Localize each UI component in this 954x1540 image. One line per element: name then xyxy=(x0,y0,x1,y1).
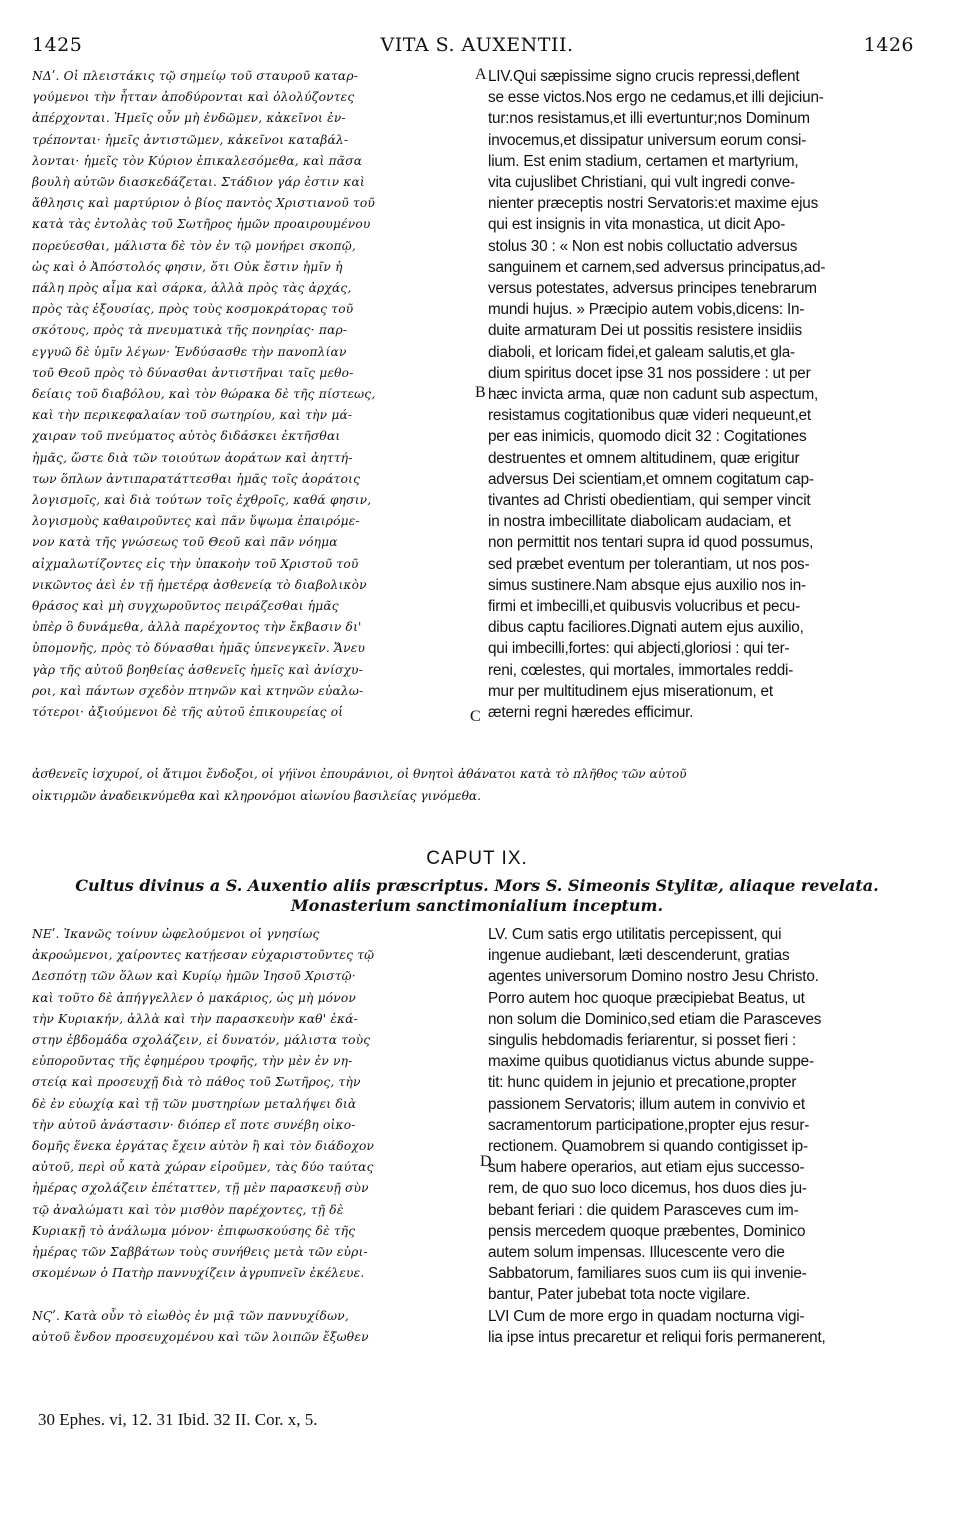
greek-text-line: ροι, καὶ πάντων σχεδὸν πτηνῶν καὶ κτηνῶν εὐαλω- xyxy=(32,683,364,698)
greek-text-line: δομῆς ἕνεκα ἐργάτας ἔχειν αὐτὸν ἢ καὶ τὸν διάδοχον xyxy=(32,1139,375,1154)
greek-text-line: Κυριακῇ τὸ ἀνάλωμα μόνον· ἐπιφωσκούσης δὲ τῆς xyxy=(32,1223,356,1238)
greek-text-line xyxy=(32,1284,490,1305)
greek-text-line: τότεροι· ἀξιούμενοι δὲ τῆς αὐτοῦ ἐπικουρείας οἱ xyxy=(32,705,344,720)
greek-text-line: ΝΔʹ. Οἱ πλειστάκις τῷ σημείῳ τοῦ σταυροῦ καταρ- xyxy=(32,69,359,83)
chapter-heading: CAPUT IX. xyxy=(426,848,528,869)
greek-text-line: θράσος καὶ μὴ συγχωροῦντος πειράζεσθαι ἡμᾶς xyxy=(32,599,339,614)
section-marker-d: D xyxy=(480,1153,492,1170)
latin-text-line: lium. Est enim stadium, certamen et martyrium, xyxy=(488,152,799,170)
greek-text-line: σκότους, πρὸς τὰ πνευματικὰ τῆς πονηρίας· παρ- xyxy=(32,323,348,338)
latin-text-line: destruentes et omnem altitudinem, quæ erigitur xyxy=(488,449,800,467)
greek-text-line: τρέπονται· ἡμεῖς ἀντιστῶμεν, κἀκεῖνοι καταβάλ- xyxy=(32,132,349,147)
greek-text-line: λογισμοῖς, καὶ διὰ τούτων τοῖς ἐχθροῖς, καθά φησιν, xyxy=(32,493,372,508)
greek-text-line: κατὰ τὰς ἐντολὰς τοῦ Σωτῆρος ἡμῶν προαιρουμένου xyxy=(32,217,371,232)
greek-text-line: αὐτοῦ, περὶ οὗ κατὰ χώραν εἰροῦμεν, τὰς δύο ταύτας xyxy=(32,1160,374,1175)
latin-text-line: invocemus,et dissipatur universum eorum consi- xyxy=(488,131,807,149)
greek-text-line: τῷ ἀναλώματι καὶ τὸν μισθὸν παρέχοντες, τῇ δὲ xyxy=(32,1202,344,1217)
latin-text-line: pensis mercedem quoque præbentes, Dominico xyxy=(488,1222,806,1240)
greek-text-line: ἄθλησις καὶ μαρτύριον ὁ βίος παντὸς Χριστιανοῦ τοῦ xyxy=(32,196,376,211)
greek-text-line: δείαις τοῦ διαβόλου, καὶ τὸν θώρακα δὲ τῆς πίστεως, xyxy=(32,387,376,402)
greek-full-width-line-1: ἀσθενεῖς ἰσχυροί, οἱ ἄτιμοι ἔνδοξοι, οἱ γήϊνοι ἐπουράνιοι, οἱ θνητοὶ ἀθάνατοι κατὰ τὸ πλῆθος τῶν αὐτοῦ xyxy=(32,767,687,781)
greek-text-line: καὶ τοῦτο δὲ ἀπήγγελλεν ὁ μακάριος, ὡς μὴ μόνον xyxy=(32,990,356,1005)
latin-text-line: LV. Cum satis ergo utilitatis percepissent, qui xyxy=(488,926,782,943)
latin-text-line: reni, cœlestes, qui mortales, immortales reddi- xyxy=(488,661,794,679)
greek-text-line: πρὸς τὰς ἐξουσίας, πρὸς τοὺς κοσμοκράτορας τοῦ xyxy=(32,302,354,317)
greek-text-line: πάλη πρὸς αἷμα καὶ σάρκα, ἀλλὰ πρὸς τὰς ἀρχάς, xyxy=(32,281,352,296)
page-number-left: 1425 xyxy=(32,34,83,56)
greek-text-line: γὰρ τῆς αὐτοῦ βοηθείας ἀσθενεῖς ἡμεῖς καὶ ἀνίσχυ- xyxy=(32,662,363,677)
latin-text-line: rectionem. Quamobrem si quando contigisset ip- xyxy=(488,1138,808,1156)
chapter-summary-line-2: Monasterium sanctimonialium inceptum. xyxy=(290,896,664,915)
greek-text-line: των ὅπλων ἀντιπαρατάττεσθαι ἡμᾶς τοῖς ἀοράτοις xyxy=(32,471,361,486)
greek-text-line: ἡμέρας τῶν Σαββάτων τοὺς συνήθεις μετὰ τῶν εὑρι- xyxy=(32,1245,368,1260)
greek-text-line: λογισμοὺς καθαιροῦντες καὶ πᾶν ὕψωμα ἐπαιρόμε- xyxy=(32,514,360,529)
latin-text-line: ingenue audiebant, læti descenderunt, gratias xyxy=(488,947,790,965)
greek-text-line: βουλὴ αὐτῶν διασκεδάζεται. Στάδιον γάρ ἐστιν καὶ xyxy=(32,175,365,190)
latin-text-line: LVI Cum de more ergo in quadam nocturna vigi- xyxy=(488,1307,805,1325)
latin-text-line: mundi hujus. » Præcipio autem vobis,dicens: In- xyxy=(488,301,805,319)
greek-text-line: στην ἑβδομάδα σχολάζειν, εἰ δυνατόν, μάλιστα τοὺς xyxy=(32,1033,371,1048)
latin-text-line: per eas inimicis, quomodo dicit 32 : Cogitationes xyxy=(488,428,807,446)
latin-text-line: tivantes ad Christi obedientiam, qui semper vincit xyxy=(488,492,811,510)
latin-text-line: firmi et imbecilli,et quibusvis volucribus et pecu- xyxy=(488,598,801,616)
greek-text-line: πορεύεσθαι, μάλιστα δὲ τὸν ἐν τῷ μονήρει σκοπῷ, xyxy=(32,238,356,253)
latin-text-line: versus potestates, adversus principes tenebrarum xyxy=(488,280,817,298)
greek-text-line: νικῶντος ἀεὶ ἐν τῇ ἡμετέρᾳ ἀσθενείᾳ τὸ διαβολικὸν xyxy=(32,577,367,592)
latin-text-line: nienter præceptis nostri Servatoris:et maxime ejus xyxy=(488,195,819,213)
footnotes: 30 Ephes. vi, 12. 31 Ibid. 32 II. Cor. x, 5. xyxy=(38,1410,318,1429)
greek-column-bottom xyxy=(32,924,490,1364)
greek-text-line: λονται· ἡμεῖς τὸν Κύριον ἐπικαλεσόμεθα, καὶ πᾶσα xyxy=(32,153,363,168)
greek-text-line: χαιραν τοῦ πνεύματος αὐτὸς διδάσκει ἐκτῆσθαι xyxy=(32,429,341,444)
latin-text-line: agentes universorum Domino nostro Jesu Christo. xyxy=(488,968,819,986)
greek-text-line: τὴν Κυριακήν, ἀλλὰ καὶ τὴν παρασκευὴν καθ' ἑκά- xyxy=(32,1011,358,1026)
latin-text-line: simus sustinere.Nam absque ejus auxilio nos in- xyxy=(488,576,806,594)
greek-text-line: στείᾳ καὶ προσευχῇ διὰ τὸ πάθος τοῦ Σωτῆρος, τὴν xyxy=(32,1075,361,1090)
latin-column-bottom xyxy=(488,924,924,1364)
greek-text-line: ἡμέρας σχολάζειν ἐπέταττεν, τῇ μὲν παρασκευῇ σὺν xyxy=(32,1181,369,1196)
greek-text-line: εὐποροῦντας τῆς ἐφημέρου τροφῆς, τὴν μὲν ἐν νη- xyxy=(32,1054,353,1069)
latin-text-line: Sabbatorum, familiares suos cum iis qui invenie- xyxy=(488,1265,807,1283)
latin-text-line: bantur, Pater jubebat tota nocte vigilare. xyxy=(488,1286,751,1304)
latin-text-line: sed præbet eventum per tolerantiam, ut nos pos- xyxy=(488,555,810,573)
greek-text-line: σκομένων ὁ Πατὴρ παννυχίζειν ἀγρυπνεῖν ἐκέλευε. xyxy=(32,1266,365,1281)
latin-text-line: tur:nos resistamus,et illi evertuntur;nos Dominum xyxy=(488,110,810,128)
latin-text-line: LIV.Qui sæpissime signo crucis repressi,deflent xyxy=(488,68,800,85)
greek-text-line: αἰχμαλωτίζοντες εἰς τὴν ὑπακοὴν τοῦ Χριστοῦ τοῦ xyxy=(32,556,359,571)
greek-text-line: εγγυῶ δὲ ὑμῖν λέγων· Ἐνδύσασθε τὴν πανοπλίαν xyxy=(32,344,347,359)
greek-text-line: ὑπὲρ ὃ δυνάμεθα, ἀλλὰ παρέχοντος τὴν ἔκβασιν δι' xyxy=(32,620,362,635)
latin-text-line: sacramentorum participatione,propter ejus resur- xyxy=(488,1116,810,1134)
latin-column-top xyxy=(488,66,924,724)
greek-text-line: ΝΕʹ. Ἱκανῶς τοίνυν ὠφελούμενοι οἱ γνησίως xyxy=(32,927,320,941)
greek-text-line: τοῦ Θεοῦ πρὸς τὸ δύνασθαι ἀντιστῆναι ταῖς μεθο- xyxy=(32,365,354,380)
running-title: VITA S. AUXENTII. xyxy=(380,34,574,56)
latin-text-line: bebant feriari : die quidem Parasceves cum im- xyxy=(488,1201,799,1219)
chapter-summary xyxy=(0,876,954,916)
latin-text-line: hæc invicta arma, quæ non cadunt sub aspectum, xyxy=(488,386,819,404)
section-marker-c: C xyxy=(470,708,481,725)
latin-text-line: Porro autem hoc quoque præcipiebat Beatus, ut xyxy=(488,989,805,1007)
greek-text-line: ὡς καὶ ὁ Ἀπόστολός φησιν, ὅτι Οὐκ ἔστιν ἡμῖν ἡ xyxy=(32,259,343,274)
greek-text-line: Δεσπότῃ τῶν ὅλων καὶ Κυρίῳ ἡμῶν Ἰησοῦ Χριστῷ· xyxy=(32,969,356,984)
greek-text-line: γούμενοι τὴν ἧτταν ἀποδύρονται καὶ ὀλολύζοντες xyxy=(32,90,355,105)
chapter-summary-line-1: Cultus divinus a S. Auxentio aliis præscriptus. Mors S. Simeonis Stylitæ, aliaque revelata. xyxy=(75,876,879,895)
latin-text-line: non permittit nos tentari supra id quod possumus, xyxy=(488,534,814,552)
latin-text-line: vita cujuslibet Christiani, qui vult ingredi conve- xyxy=(488,174,795,192)
latin-text-line: passionem Servatoris; illum autem in convivio et xyxy=(488,1095,805,1113)
greek-text-line: ΝϚʹ. Κατὰ οὖν τὸ εἰωθὸς ἐν μιᾷ τῶν παννυχίδων, xyxy=(32,1308,349,1323)
greek-text-line: ἡμᾶς, ὥστε διὰ τῶν τοιούτων ἀοράτων καὶ ἀηττή- xyxy=(32,450,353,465)
latin-text-line: tit: hunc quidem in jejunio et precatione,propter xyxy=(488,1074,797,1092)
latin-text-line: qui imbecilli,fortes: qui abjecti,gloriosi : qui ter- xyxy=(488,640,790,658)
section-marker-a: A xyxy=(475,66,487,83)
page-number-right: 1426 xyxy=(863,34,914,56)
latin-text-line: duite armaturam Dei ut possitis resistere insidiis xyxy=(488,322,802,340)
latin-text-line: stolus 30 : « Non est nobis colluctatio adversus xyxy=(488,237,798,255)
latin-text-line: adversus Dei scientiam,et omnem cogitatum cap- xyxy=(488,470,814,488)
latin-text-line: singulis hebdomadis feriarentur, si posset fieri : xyxy=(488,1032,796,1050)
greek-full-width-line-2: οἰκτιρμῶν ἀναδεικνύμεθα καὶ κληρονόμοι αἰωνίου βασιλείας γινόμεθα. xyxy=(32,789,482,803)
latin-text-line: mur per multitudinem ejus miserationum, et xyxy=(488,682,773,700)
latin-text-line: non solum die Dominico,sed etiam die Parasceves xyxy=(488,1010,822,1028)
latin-text-line: sum habere operarios, aut etiam ejus successo- xyxy=(488,1159,805,1177)
greek-column-top xyxy=(32,66,490,724)
greek-text-line: ἀπέρχονται. Ἡμεῖς οὖν μὴ ἐνδῶμεν, κἀκεῖνοι ἐν- xyxy=(32,111,346,126)
latin-text-line: rem, de quo suo loco dicemus, hos duos dies ju- xyxy=(488,1180,807,1198)
latin-text-line: sanguinem et carnem,sed adversus principatus,ad- xyxy=(488,258,826,276)
latin-text-line: autem solum impensas. Illucescente vero die xyxy=(488,1244,785,1262)
greek-text-line: ἀκροώμενοι, χαίροντες κατῄεσαν εὐχαριστοῦντες τῷ xyxy=(32,948,375,963)
latin-text-line: diaboli, et loricam fidei,et galeam salutis,et gla- xyxy=(488,343,795,361)
latin-text-line: in nostra imbecillitate diabolicam audaciam, et xyxy=(488,513,791,531)
latin-text-line: maxime quibus quotidianus victus abunde suppe- xyxy=(488,1053,814,1071)
greek-text-line: ὑπομονῆς, πρὸς τὸ δύνασθαι ἡμᾶς ὑπενεγκεῖν. Ἄνευ xyxy=(32,641,366,656)
latin-text-line: resistamus cogitationibus quæ videri nequeunt,et xyxy=(488,407,811,425)
latin-text-line: dium spiritus docet ipse 31 nos possidere : ut per xyxy=(488,364,811,382)
greek-text-line: αὐτοῦ ἔνδον προσευχομένου καὶ τῶν λοιπῶν ἔξωθεν xyxy=(32,1329,369,1344)
greek-text-line: δὲ ἐν εὐωχίᾳ καὶ τῇ τῶν μυστηρίων μεταλήψει διὰ xyxy=(32,1096,357,1111)
latin-text-line: qui est insignis in vita monastica, ut dicit Apo- xyxy=(488,216,786,234)
latin-text-line: dibus captu faciliores.Dignati autem ejus auxilio, xyxy=(488,619,804,637)
latin-text-line: æterni regni hæredes efficimur. xyxy=(488,704,694,722)
section-marker-b: B xyxy=(475,384,486,401)
greek-text-line: τὴν αὐτοῦ ἀνάστασιν· διόπερ εἴ ποτε συνέβη οἰκο- xyxy=(32,1117,356,1132)
greek-text-line: νον κατὰ τῆς γνώσεως τοῦ Θεοῦ καὶ πᾶν νόημα xyxy=(32,535,338,550)
latin-text-line: se esse victos.Nos ergo ne cedamus,et illi dejiciun- xyxy=(488,89,824,107)
latin-text-line: lia ipse intus precaretur et reliqui foris permanerent, xyxy=(488,1328,826,1346)
greek-text-line: καὶ τὴν περικεφαλαίαν τοῦ σωτηρίου, καὶ τὴν μά- xyxy=(32,408,353,423)
